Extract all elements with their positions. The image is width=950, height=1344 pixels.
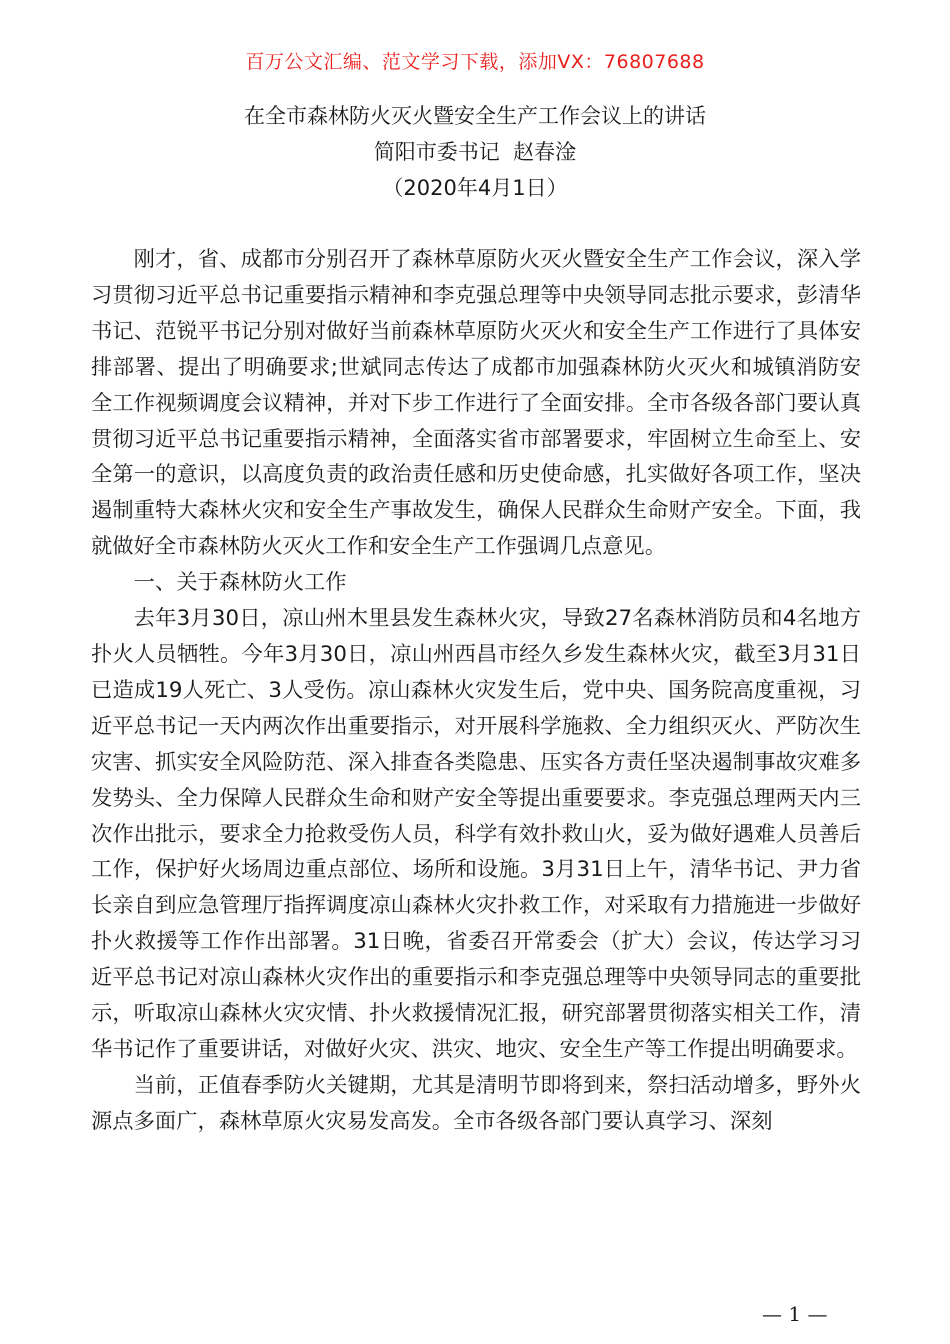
paragraph: 当前，正值春季防火关键期，尤其是清明节即将到来，祭扫活动增多，野外火源点多面广，森林草原火灾易发高发。全市各级各部门要认真学习、深刻 (91, 1072, 861, 1134)
document-author: 简阳市委书记 赵春淦 (373, 140, 577, 164)
document-title: 在全市森林防火灭火暨安全生产工作会议上的讲话 (244, 104, 706, 128)
document-header (0, 98, 950, 206)
paragraph: 刚才，省、成都市分别召开了森林草原防火灭火暨安全生产工作会议，深入学习贯彻习近平总书记重要指示精神和李克强总理等中央领导同志批示要求，彭清华书记、范锐平书记分别对做好当前森林草原防火灭火和安全生产工作进行了具体安排部署、提出了明确要求;世斌同志传达了成都市加强森林防火灭火和城镇消防安全工作视频调度会议精神，并对下步工作进行了全面安排。全市各级各部门要认真贯彻习近平总书记重要指示精神，全面落实省市部署要求，牢固树立生命至上、安全第一的意识，以高度负责的政治责任感和历史使命感，扎实做好各项工作，坚决遏制重特大森林火灾和安全生产事故发生，确保人民群众生命财产安全。下面，我就做好全市森林防火灭火工作和安全生产工作强调几点意见。 (91, 247, 861, 560)
section-heading: 一、关于森林防火工作 (133, 570, 347, 596)
watermark-banner: 百万公文汇编、范文学习下载，添加VX：76807688 (245, 51, 705, 73)
paragraph: 去年3月30日，凉山州木里县发生森林火灾，导致27名森林消防员和4名地方扑火人员牺牲。今年3月30日，凉山州西昌市经久乡发生森林火灾，截至3月31日已造成19人死亡、3人受伤。凉山森林火灾发生后，党中央、国务院高度重视，习近平总书记一天内两次作出重要指示，对开展科学施救、全力组织灭火、严防次生灾害、抓实安全风险防范、深入排查各类隐患、压实各方责任坚决遏制事故灾难多发势头、全力保障人民群众生命和财产安全等提出重要要求。李克强总理两天内三次作出批示，要求全力抢救受伤人员，科学有效扑救山火，妥为做好遇难人员善后工作，保护好火场周边重点部位、场所和设施。3月31日上午，清华书记、尹力省长亲自到应急管理厅指挥调度凉山森林火灾扑救工作，对采取有力措施进一步做好扑火救援等工作作出部署。31日晚，省委召开常委会（扩大）会议，传达学习习近平总书记对凉山森林火灾作出的重要指示和李克强总理等中央领导同志的重要批示，听取凉山森林火灾灾情、扑火救援情况汇报，研究部署贯彻落实相关工作，清华书记作了重要讲话，对做好火灾、洪灾、地灾、安全生产等工作提出明确要求。 (91, 606, 861, 1062)
document-body (91, 242, 861, 1140)
page-number: — 1 — (762, 1302, 828, 1326)
document-date: （2020年4月1日） (382, 176, 568, 200)
